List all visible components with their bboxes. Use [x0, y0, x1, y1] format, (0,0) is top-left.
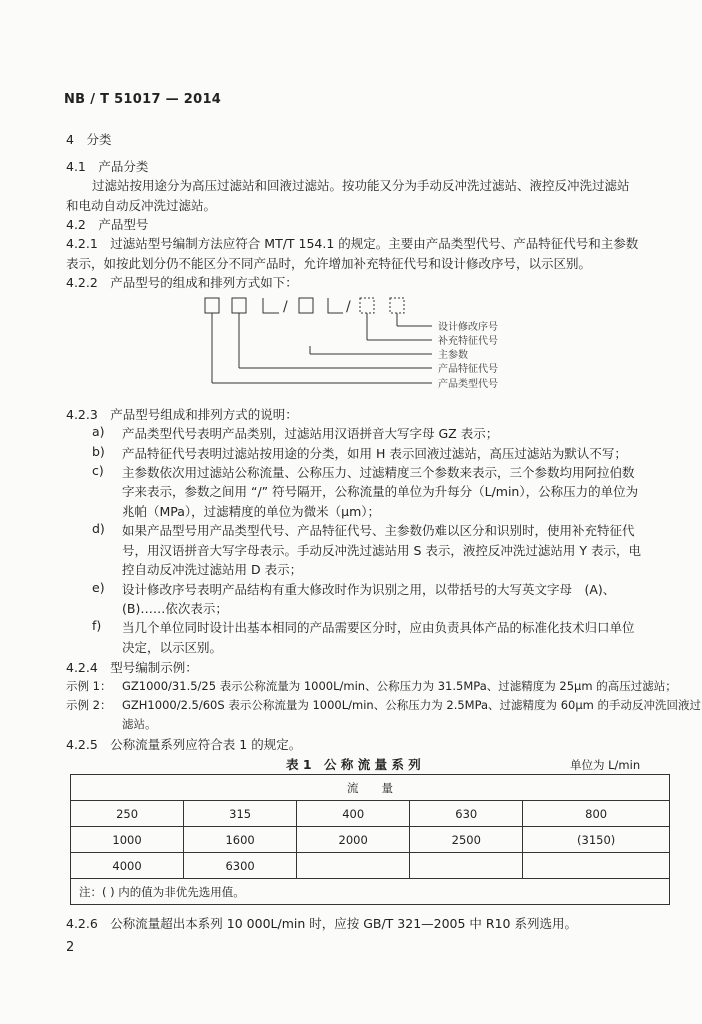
section-4-2-1-line2: 表示，如按此划分仍不能区分不同产品时，允许增加补充特征代号和设计修改序号，以示区别。 — [66, 256, 592, 271]
table-cell: 2000 — [297, 827, 410, 853]
section-4-2-2-heading: 4.2.2 产品型号的组成和排列方式如下： — [66, 275, 298, 290]
item-line: 当几个单位同时设计出基本相同的产品需要区分时，应由负责具体产品的标准化技术归口单位 — [122, 620, 635, 635]
table-cell: 250 — [71, 801, 184, 827]
box-feature-code — [232, 298, 246, 313]
item-key: a) — [92, 424, 105, 439]
table-cell: 1000 — [71, 827, 184, 853]
item-line: 产品特征代号表明过滤站按用途的分类，如用 H 表示回液过滤站，高压过滤站为默认不写； — [122, 446, 627, 461]
box-type-code — [205, 298, 219, 313]
item-line: 控自动反冲洗过滤站用 D 表示； — [122, 562, 303, 577]
item-key: e) — [92, 580, 105, 595]
item-line: 如果产品型号用产品类型代号、产品特征代号、主参数仍难以区分和识别时，使用补充特征代 — [122, 523, 635, 538]
section-4-2-heading: 4.2 产品型号 — [66, 217, 149, 232]
label-feature: 产品特征代号 — [438, 364, 498, 375]
table-1-title: 表 1 公 称 流 量 系 列 — [286, 757, 421, 772]
table-cell: 630 — [410, 801, 523, 827]
slash-1: / — [283, 299, 288, 315]
table-note-row — [71, 879, 670, 905]
example-line: GZ1000/31.5/25 表示公称流量为 1000L/min、公称压力为 31.5MPa、过滤精度为 25μm 的高压过滤站； — [122, 679, 677, 693]
example-label: 示例 1： — [66, 679, 112, 693]
table-cell: 800 — [523, 801, 670, 827]
table-cell — [297, 853, 410, 879]
section-4-heading: 4 分类 — [66, 132, 112, 147]
box-revision-code — [390, 298, 404, 313]
section-4-1-para-line2: 和电动自动反冲洗过滤站。 — [66, 198, 217, 213]
label-main-param: 主参数 — [438, 350, 468, 361]
section-4-1-heading: 4.1 产品分类 — [66, 159, 149, 174]
table-note: 注：( ) 内的值为非优先选用值。 — [71, 879, 670, 905]
item-line: 设计修改序号表明产品结构有重大修改时作为识别之用，以带括号的大写英文字母 (A)、 — [122, 582, 616, 597]
table-cell — [523, 853, 670, 879]
label-supplement: 补充特征代号 — [438, 336, 498, 347]
item-key: b) — [92, 444, 105, 459]
item-key: d) — [92, 521, 105, 536]
table-cell: 4000 — [71, 853, 184, 879]
item-line: 主参数依次用过滤站公称流量、公称压力、过滤精度三个参数来表示，三个参数均用阿拉伯数 — [122, 465, 635, 480]
item-line: 兆帕（MPa），过滤精度的单位为微米（μm）； — [122, 504, 381, 519]
example-label: 示例 2： — [66, 698, 112, 712]
standard-code: NB / T 51017 — 2014 — [64, 92, 222, 107]
table-cell: 6300 — [184, 853, 297, 879]
table-header-row — [71, 775, 670, 801]
box-param-1 — [263, 298, 279, 313]
item-key: c) — [92, 463, 104, 478]
table-row — [71, 801, 670, 827]
table-cell: 400 — [297, 801, 410, 827]
item-key: f) — [92, 618, 102, 633]
item-line: 号，用汉语拼音大写字母表示。手动反冲洗过滤站用 S 表示，液控反冲洗过滤站用 Y 表示，电 — [122, 543, 641, 558]
flow-series-table — [70, 774, 670, 905]
table-cell — [410, 853, 523, 879]
section-4-2-5-heading: 4.2.5 公称流量系列应符合表 1 的规定。 — [66, 737, 302, 752]
table-1-unit: 单位为 L/min — [570, 758, 641, 772]
section-4-2-3-heading: 4.2.3 产品型号组成和排列方式的说明： — [66, 407, 298, 422]
label-type: 产品类型代号 — [438, 379, 498, 390]
section-4-2-6: 4.2.6 公称流量超出本系列 10 000L/min 时，应按 GB/T 321—2005 中 R10 系列选用。 — [66, 916, 577, 931]
section-4-1-para-line1: 过滤站按用途分为高压过滤站和回液过滤站。按功能又分为手动反冲洗过滤站、液控反冲洗过滤站 — [92, 178, 630, 193]
label-revision: 设计修改序号 — [438, 322, 498, 333]
section-4-2-4-heading: 4.2.4 型号编制示例： — [66, 660, 198, 675]
example-line: 滤站。 — [122, 717, 157, 731]
table-row — [71, 853, 670, 879]
table-row — [71, 827, 670, 853]
item-line: (B)……依次表示； — [122, 601, 228, 616]
item-line: 决定，以示区别。 — [122, 640, 223, 655]
slash-2: / — [346, 299, 351, 315]
item-line: 字来表示，参数之间用 “/” 符号隔开，公称流量的单位为升每分（L/min），公称压力的单位为 — [122, 484, 639, 499]
table-header-cell: 流 量 — [71, 775, 670, 801]
page-number: 2 — [66, 940, 75, 955]
section-4-2-1-line1: 4.2.1 过滤站型号编制方法应符合 MT/T 154.1 的规定。主要由产品类型代号、产品特征代号和主参数 — [66, 236, 639, 251]
box-param-2 — [299, 298, 313, 313]
table-cell: 1600 — [184, 827, 297, 853]
table-cell: 2500 — [410, 827, 523, 853]
item-line: 产品类型代号表明产品类别，过滤站用汉语拼音大写字母 GZ 表示； — [122, 426, 499, 441]
table-cell: 315 — [184, 801, 297, 827]
example-line: GZH1000/2.5/60S 表示公称流量为 1000L/min、公称压力为 2.5MPa、过滤精度为 60μm 的手动反冲洗回液过 — [122, 698, 702, 712]
box-param-3 — [328, 298, 343, 313]
table-cell: (3150) — [523, 827, 670, 853]
box-supplement-code — [360, 298, 374, 313]
